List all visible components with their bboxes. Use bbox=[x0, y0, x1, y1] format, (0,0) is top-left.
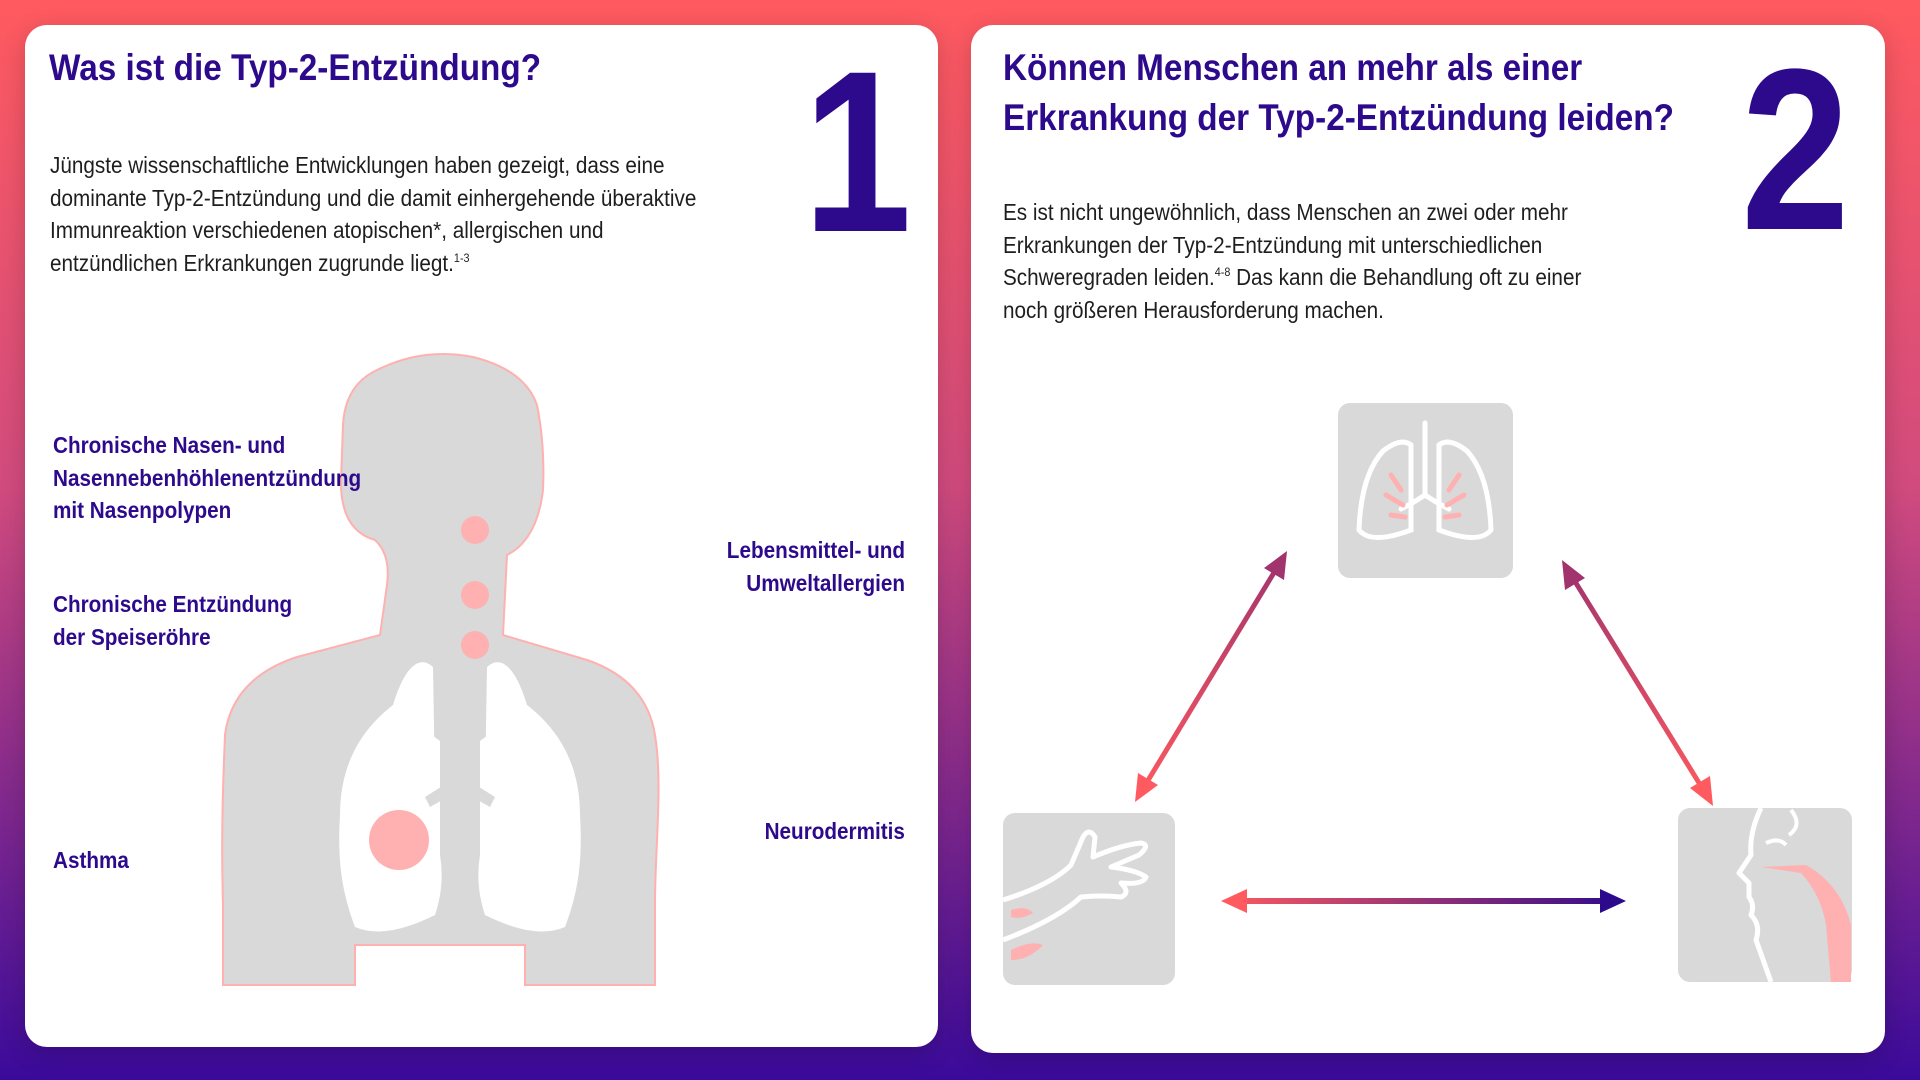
label-line: Chronische Nasen- und bbox=[53, 432, 286, 458]
panel-2-title-line: Erkrankung der Typ-2-Entzündung leiden? bbox=[1003, 97, 1674, 138]
panel-2-title bbox=[1003, 43, 1674, 143]
double-arrow-skin-nose bbox=[1221, 889, 1626, 913]
label-line: der Speiseröhre bbox=[53, 623, 211, 650]
panel-2-number: 2 bbox=[1741, 25, 1850, 278]
panel-2-title-line: Können Menschen an mehr als einer bbox=[1003, 47, 1583, 88]
label-line: Lebensmittel- und bbox=[726, 537, 905, 563]
panel-2-body-line bbox=[1003, 261, 1581, 294]
label-line: Umweltallergien bbox=[746, 569, 905, 596]
label-nasal bbox=[53, 429, 361, 527]
label-allergy bbox=[727, 534, 905, 599]
panel-2-body-text: Schweregraden leiden. bbox=[1003, 264, 1215, 290]
nasal-dot bbox=[461, 516, 489, 544]
label-esophagus bbox=[53, 588, 292, 653]
reference-superscript: 4-8 bbox=[1214, 265, 1231, 279]
label-line: Nasennebenhöhlenentzündung bbox=[53, 464, 362, 491]
lungs-icon bbox=[1338, 403, 1513, 578]
arm-skin-icon bbox=[1003, 813, 1175, 985]
panel-1-body-line: Immunreaktion verschiedenen atopischen*, allergischen und bbox=[50, 217, 604, 243]
panel-1-card bbox=[25, 25, 938, 1047]
label-asthma: Asthma bbox=[53, 847, 129, 873]
panel-1-body-line: dominante Typ-2-Entzündung und die damit einhergehende überaktive bbox=[50, 184, 697, 211]
throat-dot bbox=[461, 581, 489, 609]
label-line: Chronische Entzündung bbox=[53, 591, 293, 617]
panel-1-body bbox=[50, 149, 696, 279]
asthma-dot bbox=[369, 810, 429, 870]
panel-1-body-text: entzündlichen Erkrankungen zugrunde liegt. bbox=[50, 249, 454, 276]
panel-1-title: Was ist die Typ-2-Entzündung? bbox=[49, 47, 542, 88]
panel-2-body-text: Das kann die Behandlung oft zu einer bbox=[1230, 264, 1582, 290]
label-line: mit Nasenpolypen bbox=[53, 497, 232, 523]
esophagus-dot bbox=[461, 631, 489, 659]
panel-2-body-line: Es ist nicht ungewöhnlich, dass Menschen an zwei oder mehr bbox=[1003, 199, 1568, 225]
panel-1-number: 1 bbox=[803, 25, 912, 280]
panel-1-body-line bbox=[50, 247, 696, 280]
panel-2-body bbox=[1003, 196, 1581, 326]
face-nose-icon bbox=[1678, 808, 1852, 982]
double-arrow-lungs-skin bbox=[1135, 551, 1287, 802]
reference-superscript: 1-3 bbox=[453, 250, 470, 265]
panel-2-body-line: Erkrankungen der Typ-2-Entzündung mit unterschiedlichen bbox=[1003, 231, 1543, 258]
panel-2-body-line: noch größeren Herausforderung machen. bbox=[1003, 296, 1384, 323]
label-dermatitis: Neurodermitis bbox=[764, 818, 905, 844]
panel-1-body-line: Jüngste wissenschaftliche Entwicklungen haben gezeigt, dass eine bbox=[50, 152, 665, 178]
panel-2-card bbox=[971, 25, 1885, 1053]
double-arrow-lungs-nose bbox=[1562, 560, 1713, 806]
